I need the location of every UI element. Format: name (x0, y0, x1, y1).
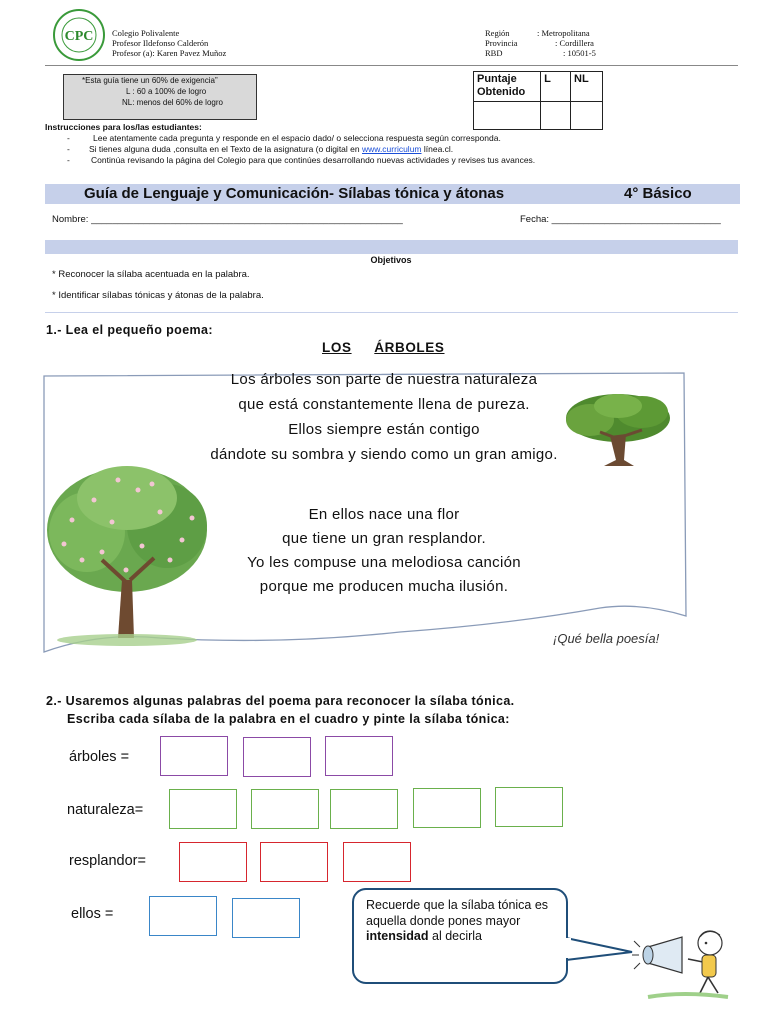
syllable-box[interactable] (169, 789, 237, 829)
director-name: Profesor Ildefonso Calderón (112, 38, 209, 48)
region-value: : Metropolitana (537, 28, 590, 38)
school-info (112, 28, 226, 58)
syllable-box[interactable] (260, 842, 328, 882)
guide-title: Guía de Lenguaje y Comunicación- Sílabas tónica y átonas (84, 185, 505, 202)
poem-line: porque me producen mucha ilusión. (259, 578, 509, 595)
question-2-line-2: Escriba cada sílaba de la palabra en el cuadro y pinte la sílaba tónica: (67, 712, 510, 726)
tip-text-bold: intensidad (366, 929, 429, 943)
region-label: Región (485, 28, 510, 38)
exigencia-line-3: NL: menos del 60% de logro (122, 98, 223, 107)
poem-line: que está constantemente llena de pureza. (238, 396, 530, 413)
question-1-label: 1.- Lea el pequeño poema: (46, 323, 213, 337)
rbd-label: RBD (485, 48, 503, 58)
poem-line: Ellos siempre están contigo (288, 421, 480, 438)
poem-stanza-1 (160, 371, 608, 471)
syllable-box[interactable] (232, 898, 300, 938)
syllable-box[interactable] (343, 842, 411, 882)
curriculum-link-suffix: línea.cl. (421, 144, 454, 154)
curriculum-link[interactable]: www.curriculum (362, 144, 422, 154)
objetivo-2: * Identificar sílabas tónicas y átonas de la palabra. (52, 290, 264, 301)
objetivo-1: * Reconocer la sílaba acentuada en la palabra. (52, 269, 250, 280)
instructions-heading: Instrucciones para los/las estudiantes: (45, 122, 202, 132)
grade-label: 4° Básico (624, 185, 692, 202)
objetivos-heading: Objetivos (370, 255, 412, 265)
poem-title-word-1: LOS (322, 340, 352, 355)
syllable-box[interactable] (149, 896, 217, 936)
tip-bubble (352, 888, 568, 984)
teacher-name: Profesor (a): Karen Pavez Muñoz (112, 48, 227, 58)
exigencia-line-2: L : 60 a 100% de logro (126, 87, 207, 96)
instruction-item-2: Si tienes alguna duda ,consulta en el Texto de la asignatura (o digital en (89, 144, 360, 154)
fecha-field[interactable]: Fecha: ________________________________ (520, 214, 721, 225)
syllable-box[interactable] (495, 787, 563, 827)
poem-line: que tiene un gran resplandor. (282, 530, 486, 547)
puntaje-label: Puntaje Obtenido (474, 72, 541, 102)
exigencia-line-1: *Esta guía tiene un 60% de exigencia” (82, 76, 218, 85)
logo-text: CPC (64, 29, 94, 44)
school-name: Colegio Polivalente (112, 28, 180, 38)
poem-line: Los árboles son parte de nuestra naturaleza (230, 371, 538, 388)
syllable-box[interactable] (160, 736, 228, 776)
poem-title-word-2: ÁRBOLES (374, 340, 445, 355)
syllable-box[interactable] (251, 789, 319, 829)
word-resplandor: resplandor= (69, 853, 146, 869)
bubble-tail-cover (565, 938, 571, 958)
school-logo (52, 8, 106, 62)
puntaje-col-l: L (541, 72, 571, 102)
syllable-box[interactable] (330, 789, 398, 829)
poem-stanza-2 (160, 506, 608, 606)
provincia-value: : Cordillera (555, 38, 594, 48)
rbd-value: : 10501-5 (563, 48, 596, 58)
instruction-item-1: Lee atentamente cada pregunta y responde en el espacio dado/ o selecciona respuesta según corresponda. (93, 133, 501, 143)
poem-line: Yo les compuse una melodiosa canción (247, 554, 521, 571)
poem-title (322, 340, 445, 355)
instruction-item-3: Continúa revisando la página del Colegio para que continúes desarrollando nuevas actividades y revises tus avances. (91, 155, 536, 165)
word-arboles: árboles = (69, 749, 130, 765)
nombre-field[interactable]: Nombre: ___________________________________________________________ (52, 214, 403, 225)
question-2-line-1: 2.- Usaremos algunas palabras del poema para reconocer la sílaba tónica. (46, 694, 515, 708)
objetivos-bar (45, 240, 738, 254)
exigencia-box (63, 74, 257, 120)
provincia-label: Provincia (485, 38, 518, 48)
instructions: Instrucciones para los/las estudiantes: - Lee atentamente cada pregunta y responde en el espacio dado/ o selecciona respuesta según corresponda. - Si tienes alguna duda ,consulta en el Texto de la asignatura (o digital en www.curriculum línea.cl. - Continúa revisando la página del Colegio para que continúes desarrollando nuevas actividades y revises tus avances. (45, 122, 745, 166)
puntaje-col-nl: NL (571, 72, 603, 102)
header-divider (45, 65, 738, 66)
tip-text-2: al decirla (428, 929, 483, 943)
objetivos-divider (45, 312, 738, 313)
tip-text-1: Recuerde que la sílaba tónica es aquella donde pones mayor (366, 898, 549, 928)
word-ellos: ellos = (71, 906, 114, 922)
poem-line: dándote su sombra y siendo como un gran amigo. (210, 446, 558, 463)
syllable-box[interactable] (179, 842, 247, 882)
syllable-box[interactable] (325, 736, 393, 776)
syllable-box[interactable] (413, 788, 481, 828)
region-info (485, 28, 605, 58)
poem-line: En ellos nace una flor (308, 506, 460, 523)
syllable-box[interactable] (243, 737, 311, 777)
megaphone-kid-image (628, 915, 738, 1005)
poem-exclamation: ¡Qué bella poesía! (553, 631, 660, 646)
word-naturaleza: naturaleza= (67, 802, 144, 818)
